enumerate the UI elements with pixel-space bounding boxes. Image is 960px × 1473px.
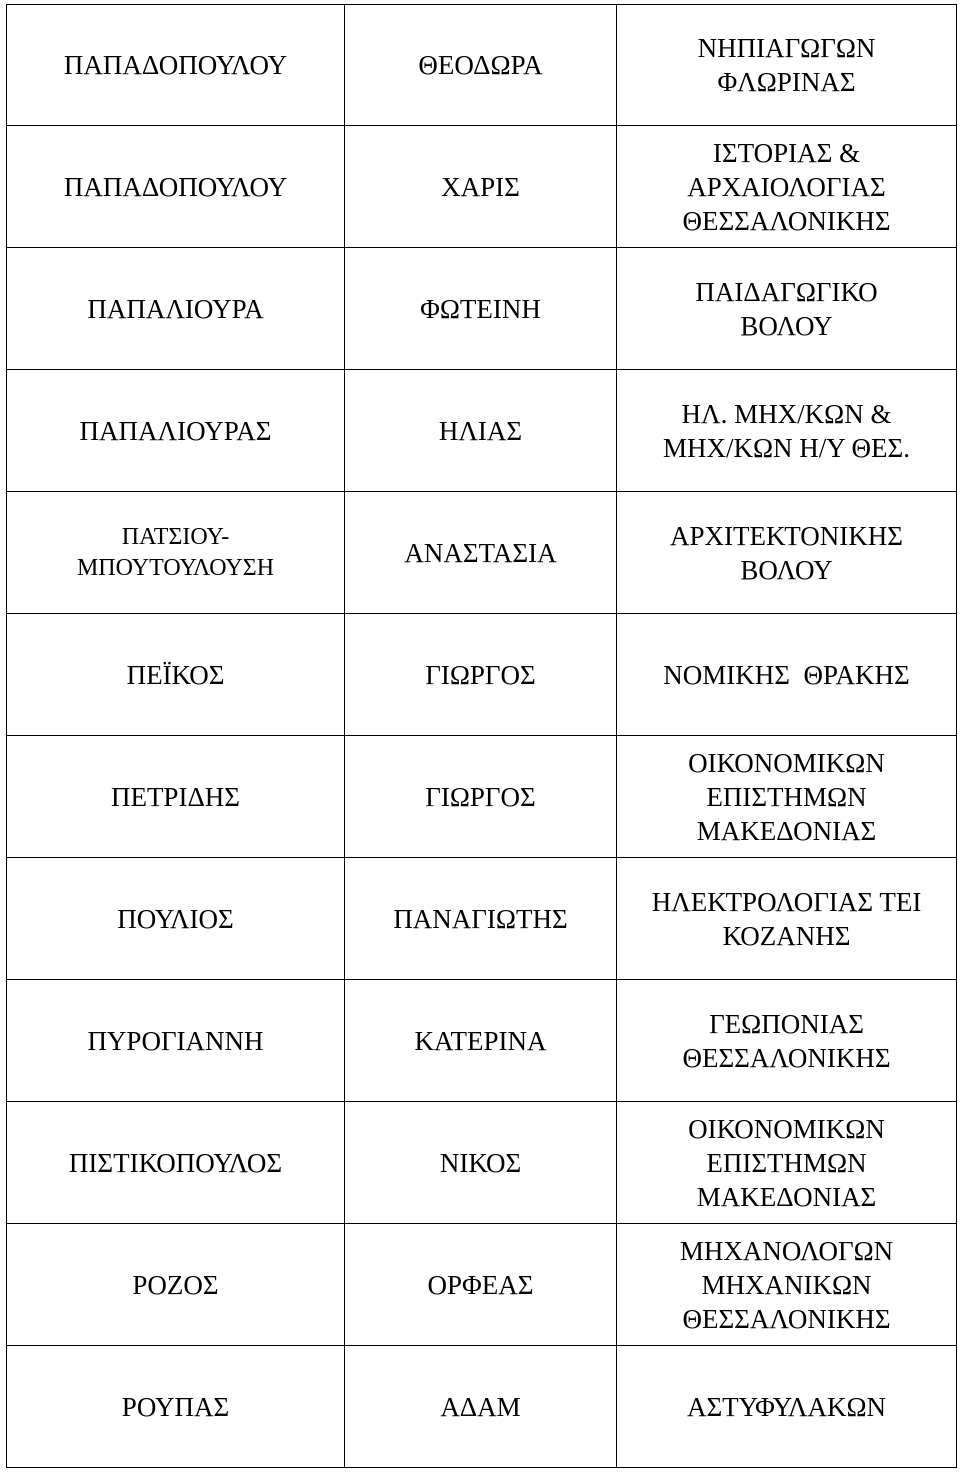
surname-cell: ΡΟΖΟΣ: [7, 1224, 345, 1346]
department-cell: ΝΗΠΙΑΓΩΓΩΝ ΦΛΩΡΙΝΑΣ: [617, 5, 957, 126]
name-cell: ΚΑΤΕΡΙΝΑ: [345, 980, 617, 1102]
department-cell: ΑΣΤΥΦΥΛΑΚΩΝ: [617, 1346, 957, 1468]
surname-cell: ΠΑΤΣΙΟΥ- ΜΠΟΥΤΟΥΛΟΥΣΗ: [7, 492, 345, 614]
department-cell: ΗΛΕΚΤΡΟΛΟΓΙΑΣ ΤΕΙ ΚΟΖΑΝΗΣ: [617, 858, 957, 980]
name-cell: ΑΔΑΜ: [345, 1346, 617, 1468]
table-row: [7, 248, 957, 370]
table-row: [7, 5, 957, 126]
name-cell: ΘΕΟΔΩΡΑ: [345, 5, 617, 126]
table-row: [7, 614, 957, 736]
department-cell: ΝΟΜΙΚΗΣ ΘΡΑΚΗΣ: [617, 614, 957, 736]
department-cell: ΓΕΩΠΟΝΙΑΣ ΘΕΣΣΑΛΟΝΙΚΗΣ: [617, 980, 957, 1102]
table-row: [7, 492, 957, 614]
department-cell: ΟΙΚΟΝΟΜΙΚΩΝ ΕΠΙΣΤΗΜΩΝ ΜΑΚΕΔΟΝΙΑΣ: [617, 736, 957, 858]
table-row: [7, 370, 957, 492]
table-row: [7, 858, 957, 980]
surname-cell: ΠΑΠΑΛΙΟΥΡΑΣ: [7, 370, 345, 492]
surname-cell: ΠΑΠΑΛΙΟΥΡΑ: [7, 248, 345, 370]
department-cell: ΜΗΧΑΝΟΛΟΓΩΝ ΜΗΧΑΝΙΚΩΝ ΘΕΣΣΑΛΟΝΙΚΗΣ: [617, 1224, 957, 1346]
roster-table: [6, 4, 957, 1468]
surname-cell: ΠΥΡΟΓΙΑΝΝΗ: [7, 980, 345, 1102]
name-cell: ΓΙΩΡΓΟΣ: [345, 736, 617, 858]
surname-cell: ΠΟΥΛΙΟΣ: [7, 858, 345, 980]
surname-cell: ΠΑΠΑΔΟΠΟΥΛΟΥ: [7, 5, 345, 126]
table-row: [7, 1102, 957, 1224]
surname-cell: ΡΟΥΠΑΣ: [7, 1346, 345, 1468]
table-row: [7, 736, 957, 858]
name-cell: ΧΑΡΙΣ: [345, 126, 617, 248]
roster-body: [7, 5, 957, 1468]
department-cell: ΙΣΤΟΡΙΑΣ & ΑΡΧΑΙΟΛΟΓΙΑΣ ΘΕΣΣΑΛΟΝΙΚΗΣ: [617, 126, 957, 248]
name-cell: ΦΩΤΕΙΝΗ: [345, 248, 617, 370]
table-row: [7, 126, 957, 248]
name-cell: ΟΡΦΕΑΣ: [345, 1224, 617, 1346]
department-cell: ΠΑΙΔΑΓΩΓΙΚΟ ΒΟΛΟΥ: [617, 248, 957, 370]
department-cell: ΑΡΧΙΤΕΚΤΟΝΙΚΗΣ ΒΟΛΟΥ: [617, 492, 957, 614]
department-cell: ΗΛ. ΜΗΧ/ΚΩΝ & ΜΗΧ/ΚΩΝ Η/Υ ΘΕΣ.: [617, 370, 957, 492]
name-cell: ΝΙΚΟΣ: [345, 1102, 617, 1224]
table-row: [7, 980, 957, 1102]
surname-cell: ΠΕΤΡΙΔΗΣ: [7, 736, 345, 858]
surname-cell: ΠΑΠΑΔΟΠΟΥΛΟΥ: [7, 126, 345, 248]
department-cell: ΟΙΚΟΝΟΜΙΚΩΝ ΕΠΙΣΤΗΜΩΝ ΜΑΚΕΔΟΝΙΑΣ: [617, 1102, 957, 1224]
name-cell: ΗΛΙΑΣ: [345, 370, 617, 492]
name-cell: ΠΑΝΑΓΙΩΤΗΣ: [345, 858, 617, 980]
surname-cell: ΠΕΪΚΟΣ: [7, 614, 345, 736]
table-row: [7, 1224, 957, 1346]
name-cell: ΑΝΑΣΤΑΣΙΑ: [345, 492, 617, 614]
name-cell: ΓΙΩΡΓΟΣ: [345, 614, 617, 736]
surname-cell: ΠΙΣΤΙΚΟΠΟΥΛΟΣ: [7, 1102, 345, 1224]
table-row: [7, 1346, 957, 1468]
